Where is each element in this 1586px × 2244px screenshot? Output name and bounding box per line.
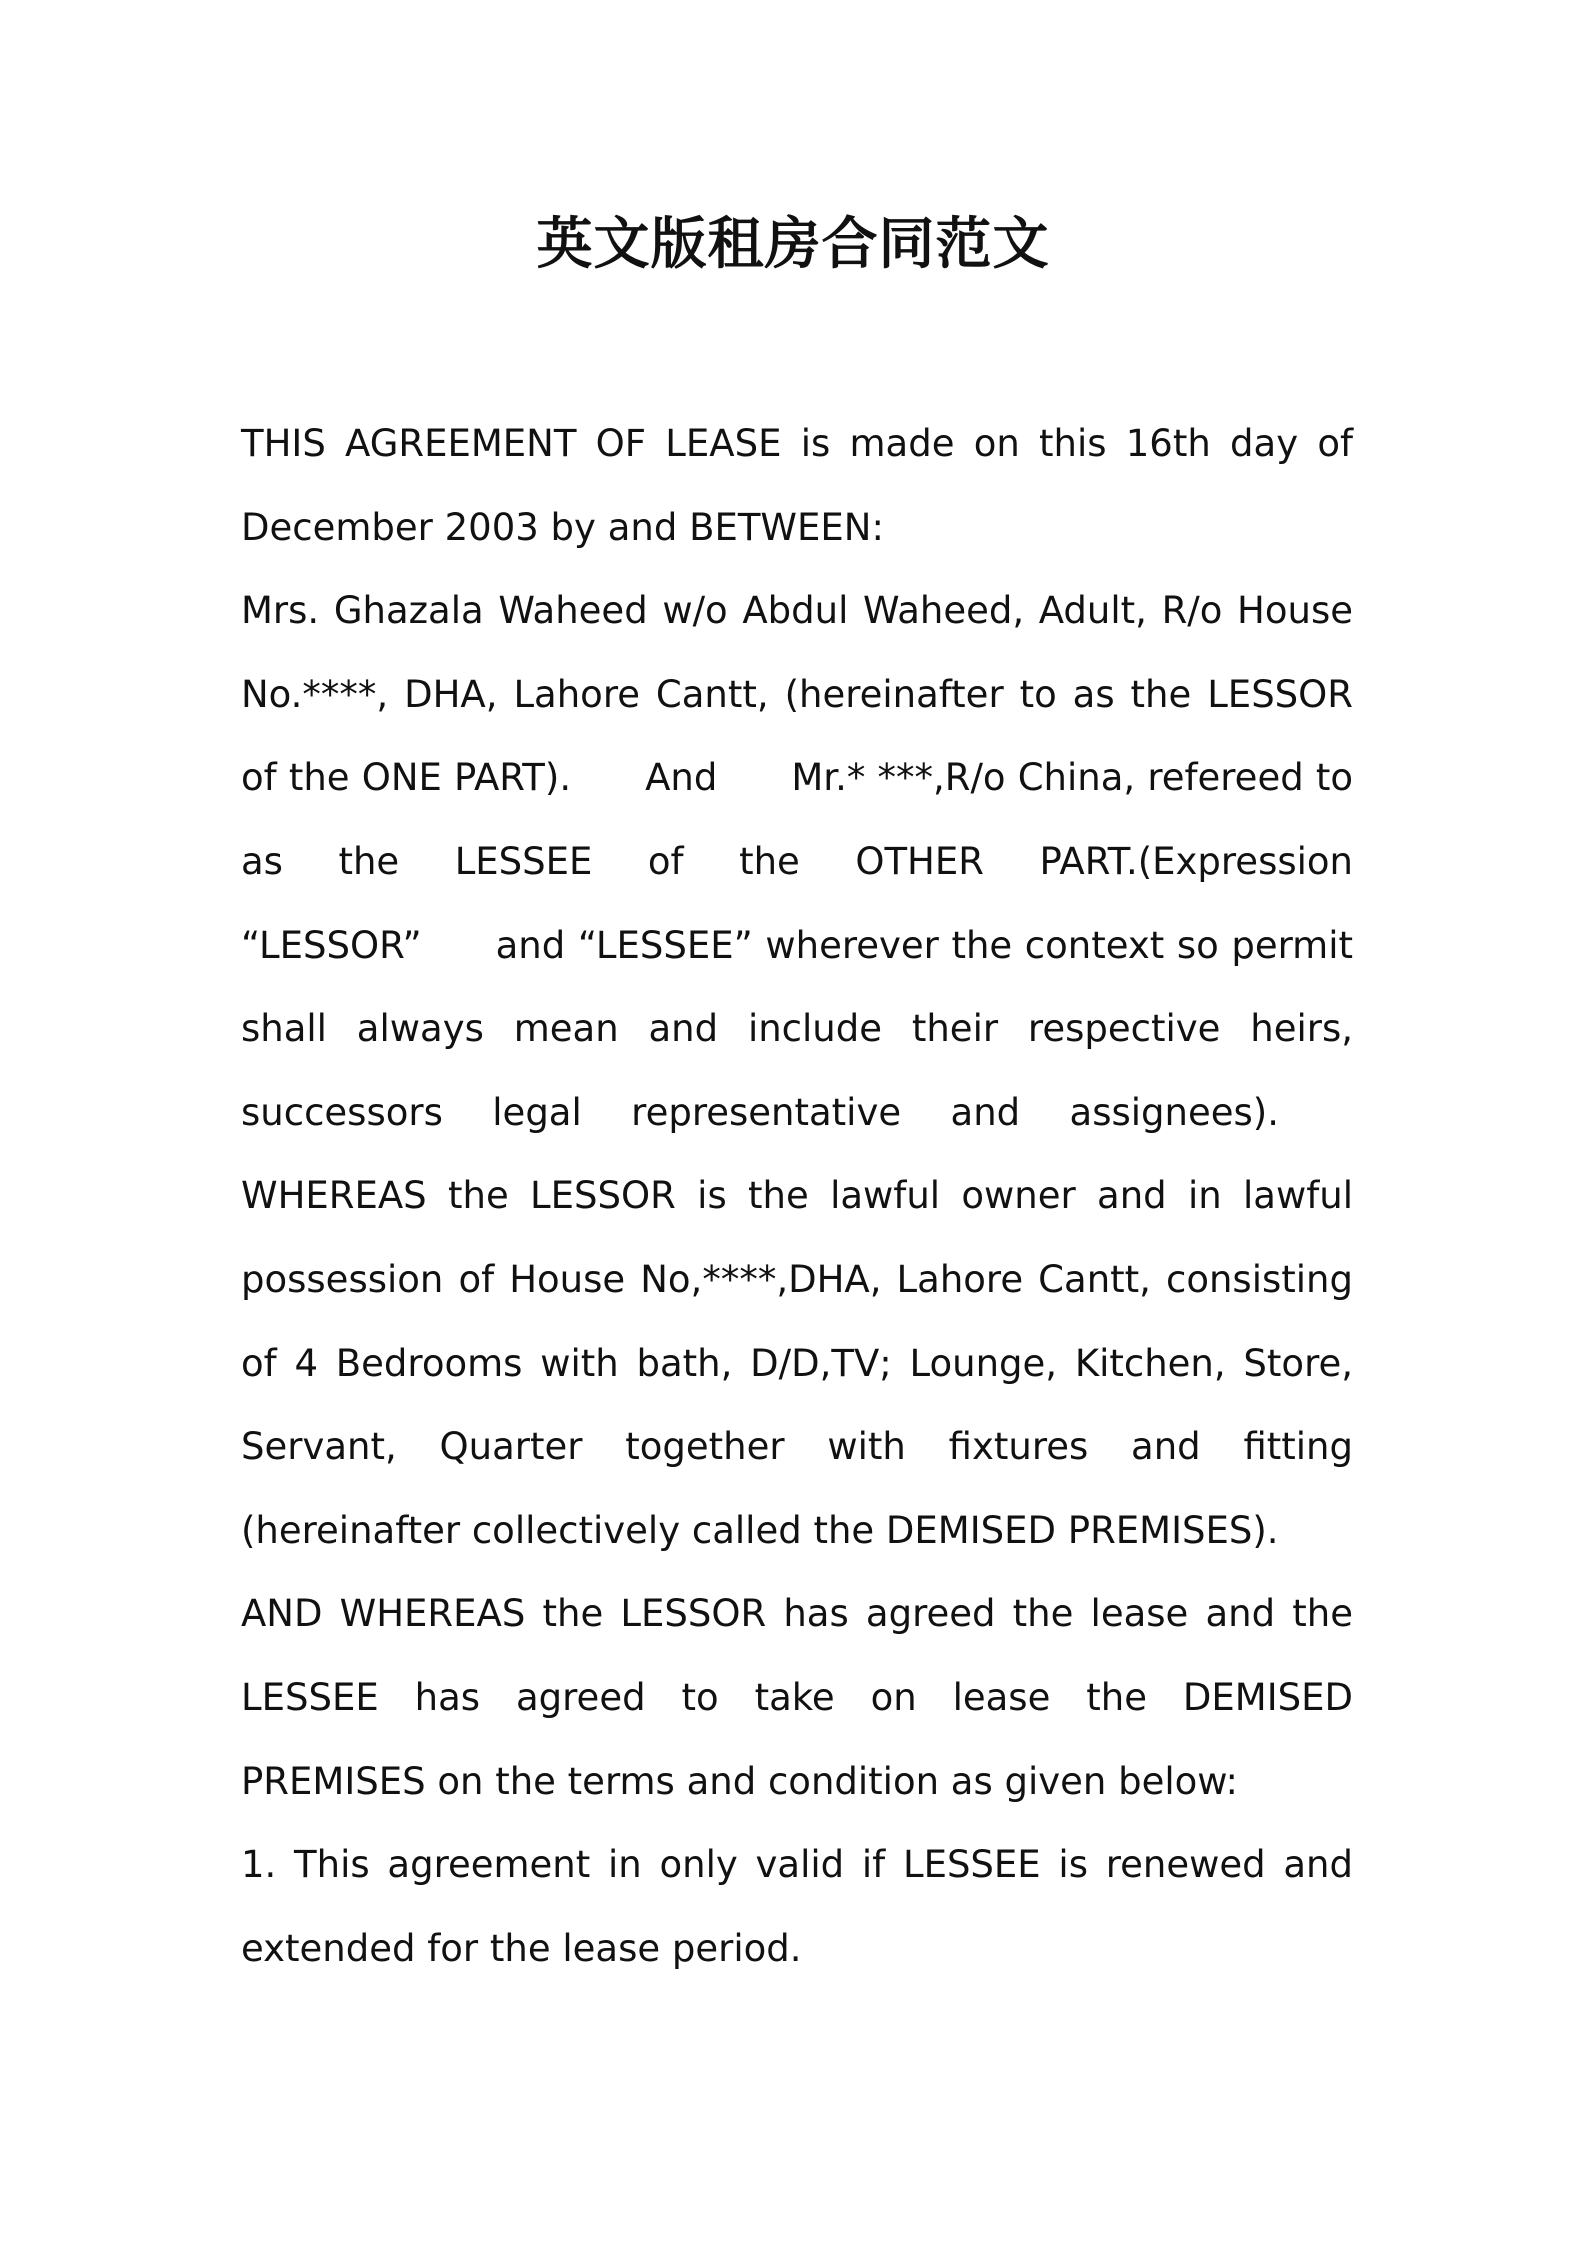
paragraph-agreement-intro: THIS AGREEMENT OF LEASE is made on this 16th day of December 2003 by and BETWEEN: xyxy=(241,422,1353,549)
paragraph-clause-1: 1. This agreement in only valid if LESSEE is renewed and extended for the lease period. xyxy=(241,1843,1353,1970)
paragraph-parties: Mrs. Ghazala Waheed w/o Abdul Waheed, Adult, R/o House No.****, DHA, Lahore Cantt, (hereinafter to as the LESSOR of the ONE PART). And Mr.* ***,R/o China, refereed to as the LESSEE of the OTHER PART.(Expression “LESSOR” and “LESSEE” wherever the context so permit shall always mean and include their respective heirs, successors legal representative and assignees). WHEREAS the LESSOR is the lawful owner and in lawful possession of House No,****,DHA, Lahore Cantt, consisting of 4 Bedrooms with bath, D/D,TV; Lounge, Kitchen, Store, Servant, Quarter together with fixtures and fitting (hereinafter collectively called the DEMISED PREMISES). xyxy=(241,589,1353,1552)
document-title: 英文版租房合同范文 xyxy=(536,212,1050,277)
document-body xyxy=(241,402,1353,1990)
paragraph-whereas-lease: AND WHEREAS the LESSOR has agreed the lease and the LESSEE has agreed to take on lease the DEMISED PREMISES on the terms and condition as given below: xyxy=(241,1592,1353,1803)
